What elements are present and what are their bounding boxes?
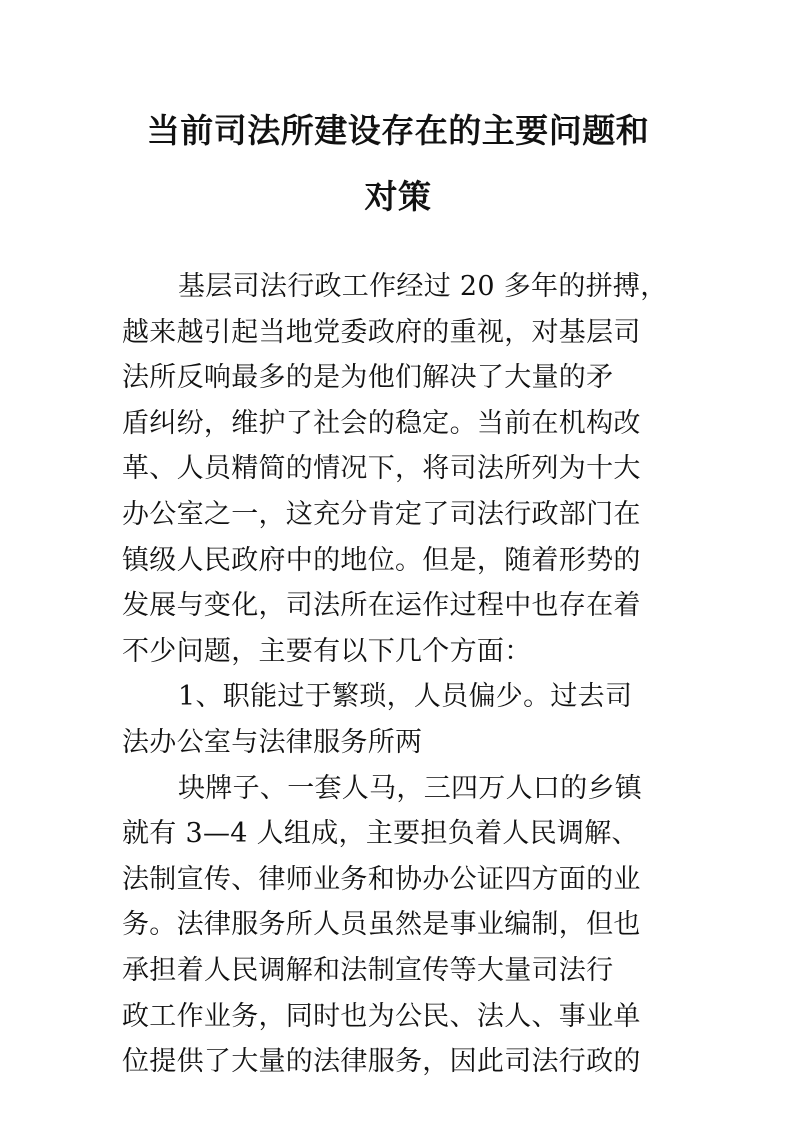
paragraph-line: 法所反响最多的是为他们解决了大量的矛: [122, 362, 614, 394]
paragraph-line: 办公室之一，这充分肯定了司法行政部门在: [122, 498, 641, 530]
paragraph-line: 镇级人民政府中的地位。但是，随着形势的: [122, 544, 641, 576]
paragraph-line: 盾纠纷，维护了社会的稳定。当前在机构改: [122, 407, 641, 439]
paragraph-line: 法制宣传、律师业务和协办公证四方面的业: [122, 863, 641, 895]
paragraph-line: 1、职能过于繁琐，人员偏少。过去司: [178, 681, 633, 713]
paragraph-line: 承担着人民调解和法制宣传等大量司法行: [122, 954, 614, 986]
document-body: [122, 264, 682, 1085]
title-line: 当前司法所建设存在的主要问题和: [146, 111, 650, 150]
paragraph-line: 革、人员精简的情况下，将司法所列为十大: [122, 453, 641, 485]
document-title: [118, 98, 678, 230]
paragraph-line: 位提供了大量的法律服务，因此司法行政的: [122, 1046, 641, 1078]
paragraph-line: 越来越引起当地党委政府的重视，对基层司: [122, 316, 641, 348]
paragraph-line: 发展与变化，司法所在运作过程中也存在着: [122, 590, 641, 622]
paragraph-line: 政工作业务，同时也为公民、法人、事业单: [122, 1000, 641, 1032]
paragraph-line: 就有 3—4 人组成，主要担负着人民调解、: [122, 818, 639, 850]
paragraph-line: 法办公室与法律服务所两: [122, 726, 423, 758]
paragraph-line: 块牌子、一套人马，三四万人口的乡镇: [178, 772, 643, 804]
paragraph-line: 不少问题，主要有以下几个方面：: [122, 635, 532, 667]
paragraph-line: 基层司法行政工作经过 20 多年的拼搏，: [178, 271, 668, 302]
paragraph-line: 务。法律服务所人员虽然是事业编制，但也: [122, 909, 641, 941]
title-line: 对策: [364, 177, 432, 216]
